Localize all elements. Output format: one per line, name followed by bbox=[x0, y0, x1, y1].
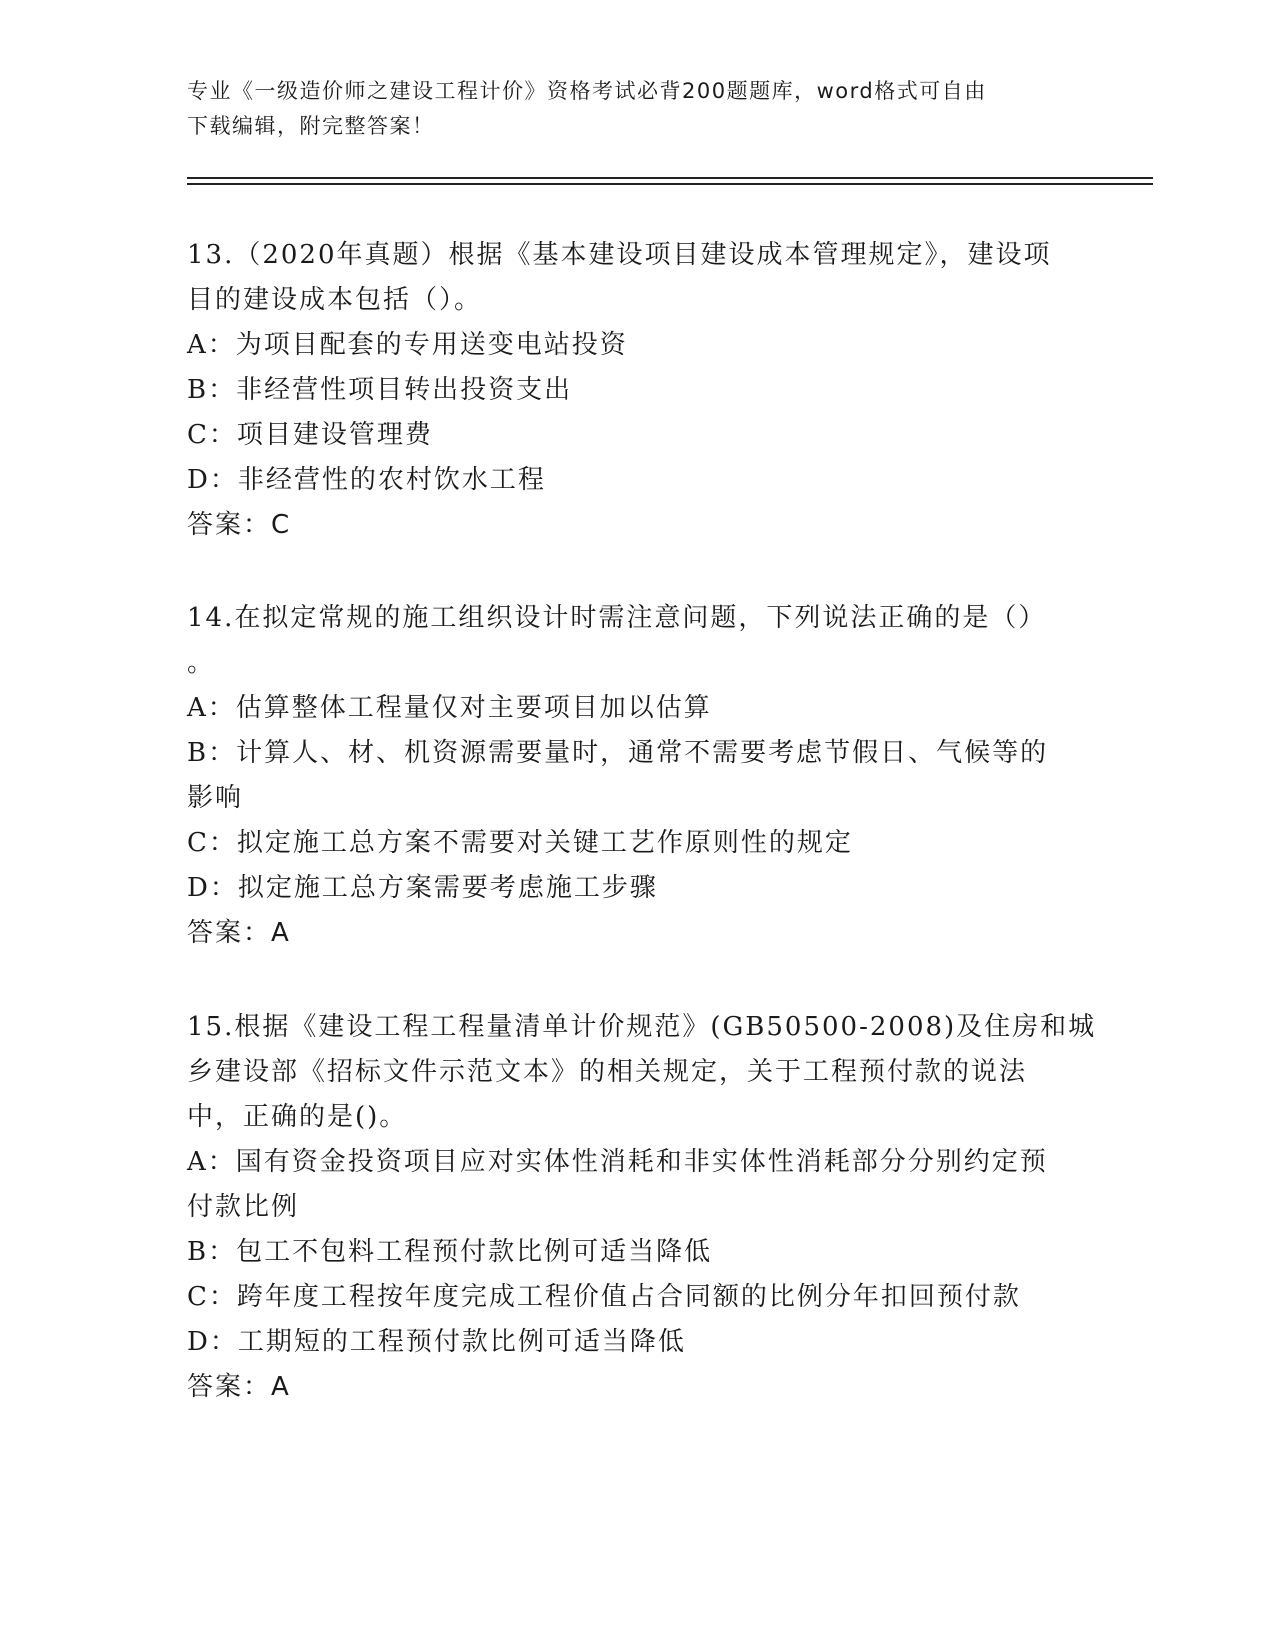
question-stem: 13.（2020年真题）根据《基本建设项目建设成本管理规定》，建设项 bbox=[187, 240, 1052, 270]
option-b: B：包工不包料工程预付款比例可适当降低 bbox=[187, 1237, 713, 1267]
header-divider-top bbox=[187, 177, 1153, 179]
option-d: D：工期短的工程预付款比例可适当降低 bbox=[187, 1327, 686, 1357]
option-c: C：跨年度工程按年度完成工程价值占合同额的比例分年扣回预付款 bbox=[187, 1282, 1021, 1312]
question-stem: 14.在拟定常规的施工组织设计时需注意问题，下列说法正确的是（） bbox=[187, 603, 1047, 633]
answer: 答案：A bbox=[187, 1372, 291, 1402]
header-line: 下载编辑，附完整答案！ bbox=[187, 114, 435, 138]
document-header bbox=[187, 74, 1067, 144]
option-d: D：非经营性的农村饮水工程 bbox=[187, 465, 546, 495]
answer: 答案：C bbox=[187, 510, 292, 540]
question-stem: 15.根据《建设工程工程量清单计价规范》(GB50500-2008)及住房和城 bbox=[187, 1012, 1097, 1042]
option-b: B：计算人、材、机资源需要量时，通常不需要考虑节假日、气候等的 bbox=[187, 738, 1049, 768]
option-c: C：拟定施工总方案不需要对关键工艺作原则性的规定 bbox=[187, 828, 853, 858]
question-15 bbox=[187, 1005, 1097, 1410]
question-stem: 乡建设部《招标文件示范文本》的相关规定，关于工程预付款的说法 bbox=[187, 1057, 1028, 1087]
option-a: 付款比例 bbox=[187, 1192, 300, 1222]
option-a: A：为项目配套的专用送变电站投资 bbox=[187, 330, 628, 360]
option-b: B：非经营性项目转出投资支出 bbox=[187, 375, 573, 405]
question-stem: 中，正确的是()。 bbox=[187, 1102, 408, 1132]
header-divider-bottom bbox=[187, 183, 1153, 185]
answer: 答案：A bbox=[187, 918, 291, 948]
question-13 bbox=[187, 233, 1087, 548]
question-stem: 。 bbox=[187, 648, 216, 678]
option-a: A：国有资金投资项目应对实体性消耗和非实体性消耗部分分别约定预 bbox=[187, 1147, 1048, 1177]
option-a: A：估算整体工程量仅对主要项目加以估算 bbox=[187, 693, 712, 723]
question-stem: 目的建设成本包括（）。 bbox=[187, 285, 483, 315]
option-b: 影响 bbox=[187, 783, 244, 813]
question-14 bbox=[187, 596, 1087, 956]
header-line: 专业《一级造价师之建设工程计价》资格考试必背200题题库，word格式可自由 bbox=[187, 79, 987, 103]
option-d: D：拟定施工总方案需要考虑施工步骤 bbox=[187, 873, 658, 903]
option-c: C：项目建设管理费 bbox=[187, 420, 433, 450]
